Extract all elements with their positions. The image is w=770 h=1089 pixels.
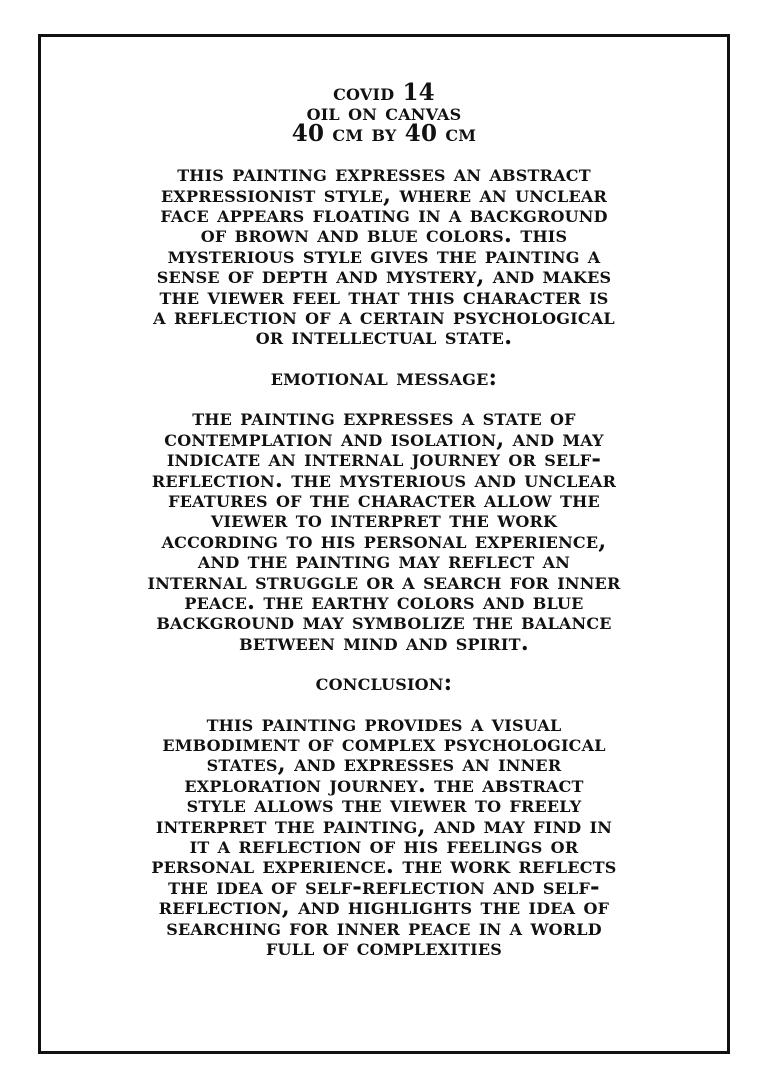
conclusion-heading: conclusion:: [315, 669, 453, 697]
conclusion-line: searching for inner peace in a world: [166, 913, 602, 941]
description-line: mysterious style gives the painting a: [167, 241, 601, 269]
emotional-message-line: contemplation and isolation, and may: [164, 424, 604, 452]
description-line: this painting expresses an abstract: [177, 160, 591, 188]
description-paragraph: [47, 160, 721, 351]
description-line: a reflection of a certain psychological: [153, 303, 615, 331]
emotional-message-paragraph: [47, 404, 721, 656]
conclusion-line: exploration journey. the abstract: [184, 770, 584, 798]
emotional-message-line: internal struggle or a search for inner: [147, 567, 621, 595]
conclusion-paragraph: [47, 709, 721, 962]
document-body: [47, 79, 721, 962]
page-border-frame: [38, 34, 730, 1054]
description-line: or intellectual state.: [255, 323, 513, 351]
artwork-dimensions: 40 cm by 40 cm: [291, 119, 477, 147]
conclusion-line: full of complexities: [265, 934, 503, 962]
emotional-message-line: peace. the earthy colors and blue: [184, 587, 584, 615]
conclusion-line: states, and expresses an inner: [206, 750, 562, 778]
conclusion-line: it a reflection of his feelings or: [189, 832, 579, 859]
conclusion-line: reflection, and highlights the idea of: [158, 893, 610, 921]
artwork-header: [47, 79, 721, 147]
description-line: expressionist style, where an unclear: [161, 180, 607, 208]
emotional-message-line: background may symbolize the balance: [156, 608, 612, 636]
emotional-message-line: the painting expresses a state of: [192, 404, 576, 432]
emotional-message-line: viewer to interpret the work: [210, 506, 558, 534]
emotional-message-heading: emotional message:: [270, 363, 498, 391]
conclusion-line: the idea of self-reflection and self-: [168, 872, 600, 900]
emotional-message-line: according to his personal experience,: [161, 526, 607, 554]
emotional-message-line: between mind and spirit.: [239, 628, 529, 656]
emotional-message-line: features of the character allow the: [168, 485, 600, 513]
conclusion-line: this painting provides a visual: [206, 709, 562, 737]
conclusion-line: interpret the painting, and may find in: [155, 811, 613, 839]
artwork-medium: oil on canvas: [306, 99, 462, 127]
emotional-message-line: reflection. the mysterious and unclear: [151, 465, 617, 493]
conclusion-line: personal experience. the work reflects: [151, 852, 617, 880]
conclusion-line: style allows the viewer to freely: [186, 791, 582, 819]
description-line: sense of depth and mystery, and makes: [156, 262, 612, 290]
description-line: the viewer feel that this character is: [159, 282, 609, 310]
emotional-message-line: indicate an internal journey or self-: [166, 445, 602, 473]
artwork-title: covid 14: [333, 79, 435, 106]
description-line: face appears floating in a background: [160, 201, 608, 229]
emotional-message-line: and the painting may reflect an: [197, 547, 571, 575]
conclusion-line: embodiment of complex psychological: [162, 729, 606, 757]
description-line: of brown and blue colors. this: [200, 221, 568, 249]
